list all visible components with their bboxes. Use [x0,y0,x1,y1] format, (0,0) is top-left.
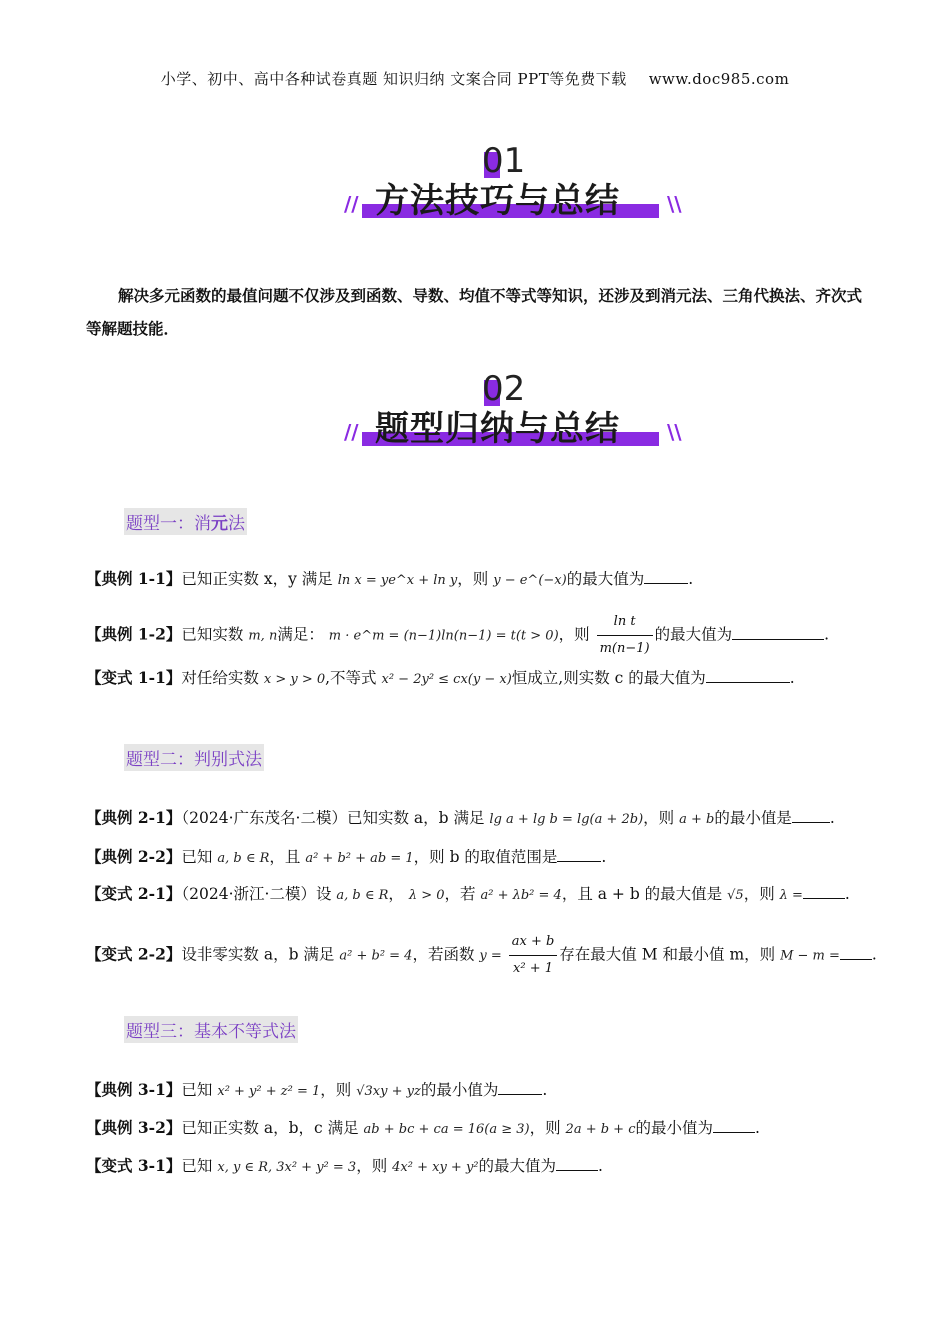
section-number: 01 [482,141,526,181]
variant-2-1: 【变式 2-1】（2024·浙江·二模）设 a, b ∈ R， λ > 0，若 a² + λb² = 4，且 a + b 的最大值是 √5，则 λ = . [86,884,850,903]
section-title: 题型归纳与总结 [375,409,620,449]
answer-blank[interactable] [840,943,872,960]
variant-3-1: 【变式 3-1】已知 x, y ∈ R, 3x² + y² = 3，则 4x² + xy + y²的最大值为 . [86,1156,603,1175]
section-number: 02 [482,369,526,409]
fraction: $\frac{\text{ln t}}{m(n-1)}$ [597,610,653,661]
answer-blank[interactable] [792,806,830,823]
answer-blank[interactable] [644,567,688,584]
answer-blank[interactable] [556,1154,598,1171]
backslash-decoration-icon: \\ [667,420,682,444]
type-heading-1: 题型一：消元法 [124,508,247,535]
section-banner-02 [0,370,950,460]
backslash-decoration-icon: \\ [667,192,682,216]
problem-2-2: 【典例 2-2】已知 a, b ∈ R，且 a² + b² + ab = 1，则 b 的取值范围是 . [86,847,607,866]
answer-blank[interactable] [498,1078,542,1095]
answer-blank[interactable] [706,666,790,683]
slash-decoration-icon: // [344,420,359,444]
section-title: 方法技巧与总结 [375,181,620,221]
answer-blank[interactable] [732,623,824,640]
problem-1-2: 【典例 1-2】已知实数 m, n满足： m · e^m = (n−1)ln(n−1) = t(t > 0)，则 $\frac{\text{ln t}}{m(n-1)}$ 的最大值为 . [86,610,829,661]
answer-blank[interactable] [713,1116,755,1133]
fraction: $\frac{ax + b}{\text{x² + 1}}$ [509,930,558,981]
slash-decoration-icon: // [344,192,359,216]
type-heading-2: 题型二：判别式法 [124,744,264,771]
problem-3-1: 【典例 3-1】已知 x² + y² + z² = 1，则 √3xy + yz的最小值为 . [86,1080,548,1099]
section-banner-01 [0,142,950,232]
page-header [0,68,950,89]
variant-1-1: 【变式 1-1】对任给实数 x > y > 0,不等式 x² − 2y² ≤ cx(y − x)恒成立,则实数 c 的最大值为 . [86,668,795,687]
answer-blank[interactable] [557,845,601,862]
problem-2-1: 【典例 2-1】（2024·广东茂名·二模）已知实数 a，b 满足 lg a + lg b = lg(a + 2b)，则 a + b的最小值是 . [86,808,835,827]
type-heading-3: 题型三：基本不等式法 [124,1016,298,1043]
intro-paragraph: 解决多元函数的最值问题不仅涉及到函数、导数、均值不等式等知识，还涉及到消元法、三角代换法、齐次式等解题技能． [86,287,863,338]
variant-2-2: 【变式 2-2】设非零实数 a，b 满足 a² + b² = 4，若函数 y = $\frac{ax + b}{\text{x² + 1}}$ 存在最大值 M 和最小值 m，则 M − m = . [86,930,877,981]
header-url[interactable]: www.doc985.com [648,70,790,88]
problem-1-1: 【典例 1-1】已知正实数 x，y 满足 ln x = ye^x + ln y，则 y − e^(−x)的最大值为 . [86,569,694,588]
problem-3-2: 【典例 3-2】已知正实数 a，b，c 满足 ab + bc + ca = 16(a ≥ 3)，则 2a + b + c的最小值为 . [86,1118,760,1137]
answer-blank[interactable] [803,882,845,899]
header-text: 小学、初中、高中各种试卷真题 知识归纳 文案合同 PPT等免费下载 [160,70,627,88]
